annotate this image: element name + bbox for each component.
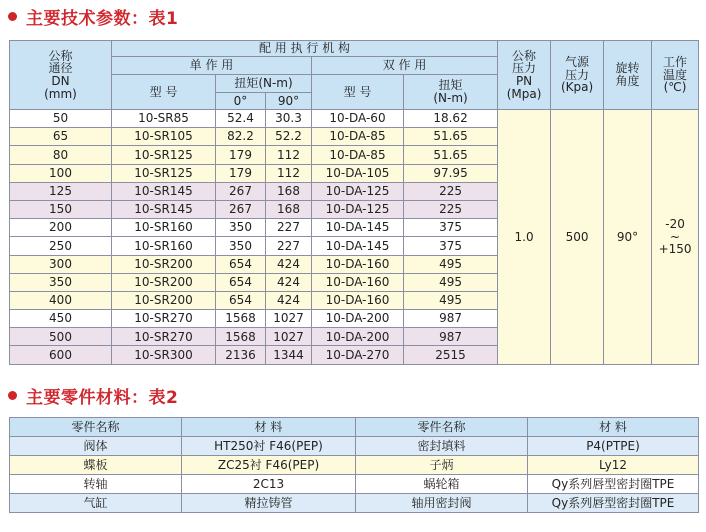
cell-torque: 987 <box>404 328 498 346</box>
cell-double: 10-DA-145 <box>312 237 404 255</box>
cell-double: 10-DA-105 <box>312 164 404 182</box>
cell-t90: 424 <box>266 291 312 309</box>
cell-double: 10-DA-200 <box>312 328 404 346</box>
table-row: 转轴 2C13 蜗轮箱 Qy系列唇型密封圈TPE <box>10 475 699 494</box>
pn-value: 1.0 <box>498 110 551 365</box>
materials-table <box>9 417 699 513</box>
cell-single: 10-SR200 <box>112 273 216 291</box>
cell-t90: 112 <box>266 164 312 182</box>
cell-double: 10-DA-160 <box>312 273 404 291</box>
header-temp: 工作 温度 (℃) <box>652 41 699 110</box>
cell-t90: 424 <box>266 273 312 291</box>
cell-t0: 654 <box>216 291 266 309</box>
cell-single: 10-SR200 <box>112 291 216 309</box>
cell-single: 10-SR125 <box>112 146 216 164</box>
cell-single: 10-SR160 <box>112 237 216 255</box>
table-row: 气缸 精拉铸管 轴用密封阀 Qy系列唇型密封圈TPE <box>10 494 699 513</box>
cell-single: 10-SR270 <box>112 310 216 328</box>
cell-dn: 200 <box>10 219 112 237</box>
cell-t90: 30.3 <box>266 110 312 128</box>
materials-header-material1: 材 料 <box>182 418 356 437</box>
cell-torque: 2515 <box>404 346 498 364</box>
cell-torque: 18.62 <box>404 110 498 128</box>
bullet-dot-icon <box>8 391 17 400</box>
cell-torque: 495 <box>404 273 498 291</box>
cell-t90: 227 <box>266 219 312 237</box>
cell-dn: 400 <box>10 291 112 309</box>
cell-dn: 500 <box>10 328 112 346</box>
table-row: 阀体 HT250衬 F46(PEP) 密封填料 P4(PTPE) <box>10 437 699 456</box>
cell-torque: 375 <box>404 219 498 237</box>
cell-torque: 51.65 <box>404 128 498 146</box>
header-pn: 公称 压力 PN (Mpa) <box>498 41 551 110</box>
cell-dn: 150 <box>10 200 112 218</box>
cell-torque: 51.65 <box>404 146 498 164</box>
technical-parameters-table <box>9 40 699 365</box>
temperature-range-value: -20 ~ +150 <box>652 110 699 365</box>
cell-single: 10-SR160 <box>112 219 216 237</box>
cell-torque: 97.95 <box>404 164 498 182</box>
header-air-pressure: 气源 压力 (Kpa) <box>551 41 604 110</box>
cell-single: 10-SR85 <box>112 110 216 128</box>
cell-single: 10-SR145 <box>112 200 216 218</box>
cell-t90: 168 <box>266 200 312 218</box>
cell-t0: 267 <box>216 182 266 200</box>
cell-dn: 65 <box>10 128 112 146</box>
section2-title: 主要零件材料：表2 <box>26 387 179 408</box>
cell-t90: 227 <box>266 237 312 255</box>
cell-double: 10-DA-125 <box>312 182 404 200</box>
cell-t0: 179 <box>216 164 266 182</box>
cell-t0: 2136 <box>216 346 266 364</box>
cell-torque: 225 <box>404 200 498 218</box>
table-row: 蝶板 ZC25衬 F46(PEP) 子炳 Ly12 <box>10 456 699 475</box>
table-row <box>10 110 699 128</box>
header-deg0: 0° <box>216 93 266 110</box>
air-pressure-value: 500 <box>551 110 604 365</box>
cell-double: 10-DA-270 <box>312 346 404 364</box>
cell-dn: 80 <box>10 146 112 164</box>
header-double-acting: 双 作 用 <box>312 57 498 75</box>
materials-header-part1: 零件名称 <box>10 418 182 437</box>
cell-double: 10-DA-160 <box>312 291 404 309</box>
cell-t0: 350 <box>216 237 266 255</box>
cell-dn: 100 <box>10 164 112 182</box>
cell-dn: 450 <box>10 310 112 328</box>
cell-dn: 600 <box>10 346 112 364</box>
cell-double: 10-DA-60 <box>312 110 404 128</box>
header-model-double: 型 号 <box>312 75 404 110</box>
materials-header-material2: 材 料 <box>528 418 699 437</box>
cell-single: 10-SR105 <box>112 128 216 146</box>
header-single-acting: 单 作 用 <box>112 57 312 75</box>
cell-single: 10-SR300 <box>112 346 216 364</box>
cell-t90: 1344 <box>266 346 312 364</box>
header-torque-double: 扭矩 (N-m) <box>404 75 498 110</box>
header-model-single: 型 号 <box>112 75 216 110</box>
section1-heading <box>8 4 178 28</box>
cell-t0: 1568 <box>216 310 266 328</box>
cell-dn: 125 <box>10 182 112 200</box>
cell-double: 10-DA-160 <box>312 255 404 273</box>
cell-t0: 179 <box>216 146 266 164</box>
cell-torque: 495 <box>404 255 498 273</box>
cell-double: 10-DA-145 <box>312 219 404 237</box>
cell-t90: 112 <box>266 146 312 164</box>
cell-t90: 1027 <box>266 328 312 346</box>
cell-t0: 267 <box>216 200 266 218</box>
materials-header-part2: 零件名称 <box>356 418 528 437</box>
header-angle: 旋转 角度 <box>604 41 652 110</box>
cell-single: 10-SR145 <box>112 182 216 200</box>
header-actuator: 配 用 执 行 机 构 <box>112 41 498 57</box>
cell-t0: 1568 <box>216 328 266 346</box>
cell-double: 10-DA-85 <box>312 128 404 146</box>
cell-double: 10-DA-200 <box>312 310 404 328</box>
cell-dn: 250 <box>10 237 112 255</box>
cell-dn: 350 <box>10 273 112 291</box>
cell-t0: 52.4 <box>216 110 266 128</box>
cell-t90: 424 <box>266 255 312 273</box>
cell-t0: 654 <box>216 273 266 291</box>
cell-t90: 52.2 <box>266 128 312 146</box>
cell-double: 10-DA-85 <box>312 146 404 164</box>
cell-single: 10-SR270 <box>112 328 216 346</box>
rotation-angle-value: 90° <box>604 110 652 365</box>
cell-double: 10-DA-125 <box>312 200 404 218</box>
section2-heading <box>8 383 178 407</box>
cell-torque: 375 <box>404 237 498 255</box>
cell-single: 10-SR125 <box>112 164 216 182</box>
header-deg90: 90° <box>266 93 312 110</box>
cell-t90: 1027 <box>266 310 312 328</box>
cell-t0: 350 <box>216 219 266 237</box>
header-dn: 公称 通径 DN (mm) <box>10 41 112 110</box>
cell-dn: 50 <box>10 110 112 128</box>
section1-title: 主要技术参数：表1 <box>26 8 179 29</box>
cell-torque: 225 <box>404 182 498 200</box>
header-torque-single: 扭矩(N-m) <box>216 75 312 93</box>
cell-t0: 654 <box>216 255 266 273</box>
cell-torque: 987 <box>404 310 498 328</box>
cell-t0: 82.2 <box>216 128 266 146</box>
cell-torque: 495 <box>404 291 498 309</box>
cell-single: 10-SR200 <box>112 255 216 273</box>
cell-t90: 168 <box>266 182 312 200</box>
cell-dn: 300 <box>10 255 112 273</box>
bullet-dot-icon <box>8 12 17 21</box>
